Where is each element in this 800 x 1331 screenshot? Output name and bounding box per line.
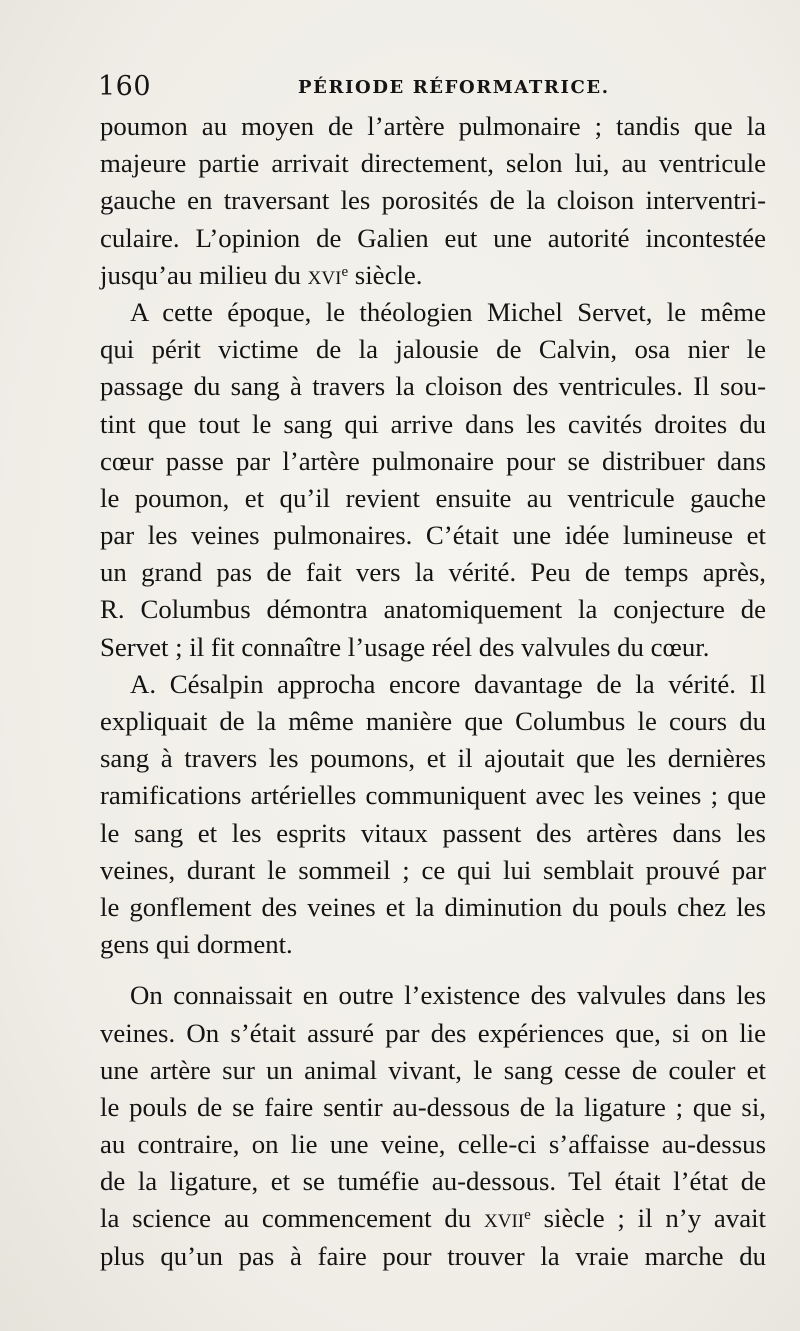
paragraph-4 <box>100 977 766 1275</box>
running-title: PÉRIODE RÉFORMATRICE. <box>298 77 610 98</box>
text-line: A. Césalpin approcha encore davantage de la vérité. Il <box>130 668 766 699</box>
text-line: R. Columbus démontra anatomiquement la conjecture de <box>100 594 766 625</box>
text-line: sang à travers les poumons, et il ajoutait que les dernières <box>100 743 766 774</box>
text-line: veines. On s’était assuré par des expériences que, si on lie <box>100 1017 766 1048</box>
text-line: une artère sur un animal vivant, le sang cesse de couler et <box>100 1054 766 1085</box>
text-line: le pouls de se faire sentir au-dessous de la ligature ; que si, <box>100 1091 766 1122</box>
text-line: cœur passe par l’artère pulmonaire pour se distribuer dans <box>100 445 766 476</box>
text-line: la science au commencement du xvii$^e$ siècle ; il n’y avait <box>100 1203 766 1234</box>
text-line: le gonflement des veines et la diminution du pouls chez les <box>100 891 766 922</box>
text-line: On connaissait en outre l’existence des valvules dans les <box>130 980 766 1011</box>
body-text <box>100 108 766 1275</box>
text-line: A cette époque, le théologien Michel Servet, le même <box>130 296 766 327</box>
page-number: 160 <box>98 71 152 102</box>
text-line: Servet ; il fit connaître l’usage réel des valvules du cœur. <box>100 631 710 662</box>
text-line: ramifications artérielles communiquent avec les veines ; que <box>100 780 766 811</box>
text-line: expliquait de la même manière que Columbus le cours du <box>100 706 766 736</box>
paragraph-2 <box>100 294 766 666</box>
paragraph-1 <box>100 108 766 294</box>
text-line: plus qu’un pas à faire pour trouver la vraie marche du <box>100 1240 766 1271</box>
text-line: le poumon, et qu’il revient ensuite au ventricule gauche <box>100 482 766 513</box>
text-line: de la ligature, et se tuméfie au-dessous. Tel était l’état de <box>100 1166 766 1197</box>
paragraph-spacing <box>100 963 766 977</box>
text-line: le sang et les esprits vitaux passent des artères dans les <box>100 817 766 848</box>
paragraph-3 <box>100 666 766 964</box>
running-head <box>98 70 750 104</box>
text-line: un grand pas de fait vers la vérité. Peu de temps après, <box>100 557 766 588</box>
text-line: passage du sang à travers la cloison des ventricules. Il sou- <box>100 371 766 402</box>
text-line: par les veines pulmonaires. C’était une idée lumineuse et <box>100 520 766 551</box>
text-line: gens qui dorment. <box>100 929 293 960</box>
text-line: jusqu’au milieu du xvi$^e$ siècle. <box>100 259 423 290</box>
text-line: tint que tout le sang qui arrive dans les cavités droites du <box>100 408 766 439</box>
text-line: gauche en traversant les porosités de la cloison interventri- <box>100 185 766 216</box>
text-line: au contraire, on lie une veine, celle-ci s’affaisse au-dessus <box>100 1129 766 1160</box>
text-line: veines, durant le sommeil ; ce qui lui semblait prouvé par <box>100 854 766 885</box>
text-line: qui périt victime de la jalousie de Calvin, osa nier le <box>100 334 766 365</box>
text-line: majeure partie arrivait directement, selon lui, au ventricule <box>100 148 766 179</box>
text-line: culaire. L’opinion de Galien eut une autorité incontestée <box>100 222 766 253</box>
text-line: poumon au moyen de l’artère pulmonaire ; tandis que la <box>100 111 766 141</box>
